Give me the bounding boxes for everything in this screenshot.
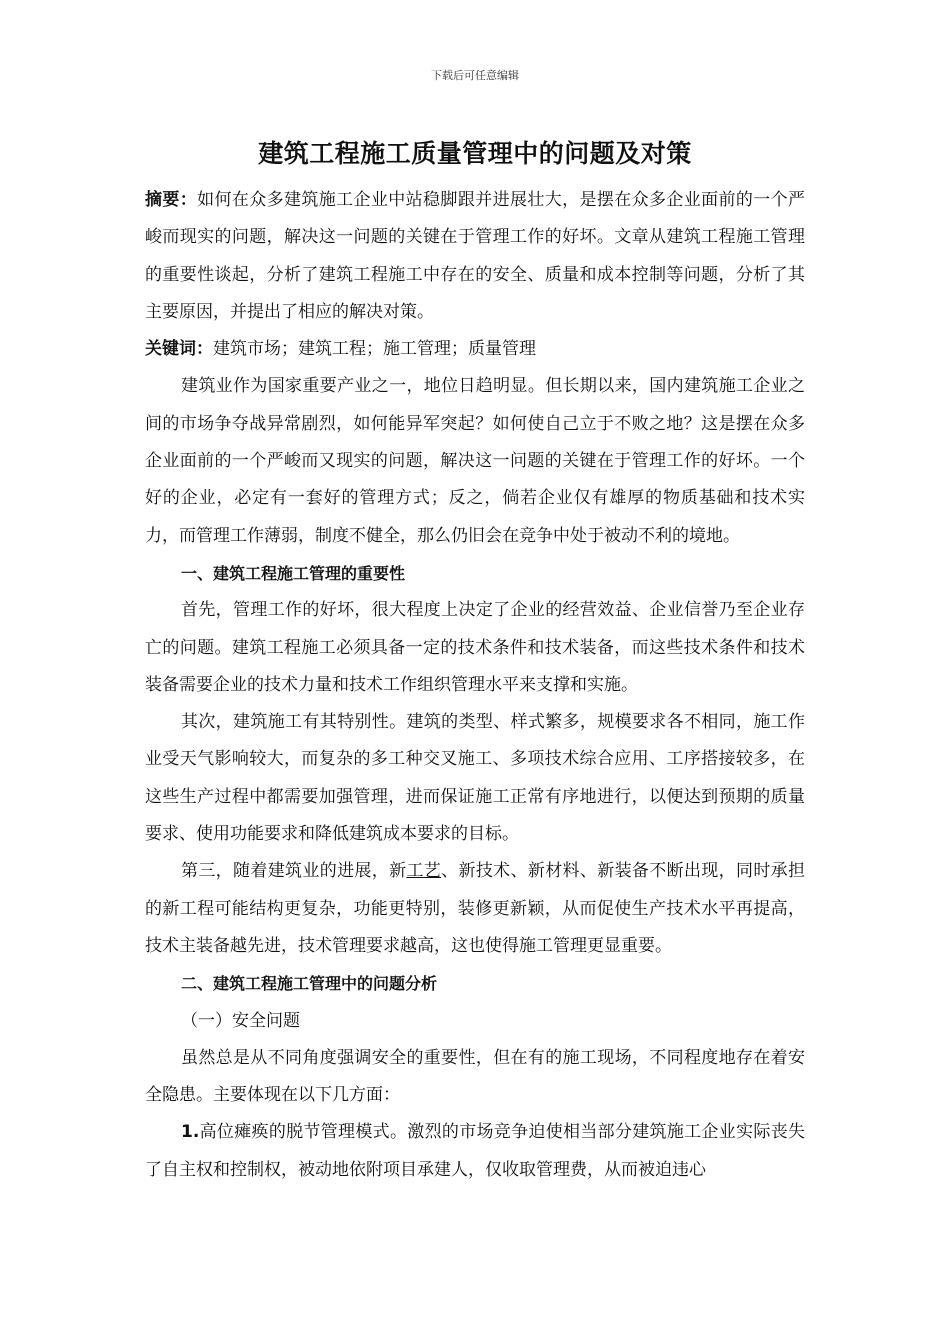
section1-p3-end: 、新技术、新材料、新装备不断出现，同时承担的新工程可能结构更复杂，功能更特别，装修更新颖，从而促使生产技术水平再提高，技术主装备越先进，技术管理要求越高，这也使得施工管理更显重要。 (145, 861, 806, 956)
list-item-number: 1. (181, 1122, 200, 1143)
section1-p3-start: 第三，随着建筑业的进展，新 (181, 861, 407, 882)
section2-paragraph-1: 虽然总是从不同角度强调安全的重要性，但在有的施工现场，不同程度地存在着安全隐患。主要体现在以下几方面： (145, 1047, 805, 1106)
document-title: 建筑工程施工质量管理中的问题及对策 (258, 139, 692, 168)
section1-paragraph-2: 其次，建筑施工有其特别性。建筑的类型、样式繁多，规模要求各不相同，施工作业受天气影响较大，而复杂的多工种交叉施工、多项技术综合应用、工序搭接较多，在这些生产过程中都需要加强管理，进而保证施工正常有序地进行，以便达到预期的质量要求、使用功能要求和降低建筑成本要求的目标。 (145, 712, 805, 845)
abstract-text: 如何在众多建筑施工企业中站稳脚跟并进展壮大，是摆在众多企业面前的一个严峻而现实的问题，解决这一问题的关键在于管理工作的好坏。文章从建筑工程施工管理的重要性谈起，分析了建筑工程施工中存在的安全、质量和成本控制等问题，分析了其主要原因，并提出了相应的解决对策。 (145, 190, 806, 322)
document-body (145, 182, 805, 1189)
keywords-paragraph (145, 331, 805, 368)
section2-list-item-1 (145, 1114, 805, 1189)
list-item-text: 高位瘫痪的脱节管理模式。激烈的市场竞争迫使相当部分建筑施工企业实际丧失了自主权和控制权，被动地依附项目承建人，仅收取管理费，从而被迫违心 (145, 1122, 805, 1180)
section1-paragraph-1: 首先，管理工作的好坏，很大程度上决定了企业的经营效益、企业信誉乃至企业存亡的问题。建筑工程施工必须具备一定的技术条件和技术装备，而这些技术条件和技术装备需要企业的技术力量和技术工作组织管理水平来支撑和实施。 (145, 600, 805, 695)
section2-heading: 二、建筑工程施工管理中的问题分析 (181, 974, 438, 994)
section2-subheading-1: （一）安全问题 (181, 1010, 300, 1031)
page-header: 下载后可任意编辑 (431, 69, 519, 82)
abstract-paragraph (145, 182, 805, 331)
keywords-text: 建筑市场；建筑工程；施工管理；质量管理 (213, 339, 536, 360)
keywords-label: 关键词： (145, 339, 213, 360)
underlined-term: 工艺 (406, 861, 442, 882)
section1-paragraph-3 (145, 853, 805, 965)
intro-paragraph: 建筑业作为国家重要产业之一，地位日趋明显。但长期以来，国内建筑施工企业之间的市场争夺战异常剧烈，如何能异军突起？如何使自己立于不败之地？这是摆在众多企业面前的一个严峻而又现实的问题，解决这一问题的关键在于管理工作的好坏。一个好的企业，必定有一套好的管理方式；反之，倘若企业仅有雄厚的物质基础和技术实力，而管理工作薄弱，制度不健全，那么仍旧会在竞争中处于被动不利的境地。 (145, 376, 805, 546)
section1-heading: 一、建筑工程施工管理的重要性 (181, 563, 406, 583)
abstract-label: 摘要： (145, 190, 198, 210)
